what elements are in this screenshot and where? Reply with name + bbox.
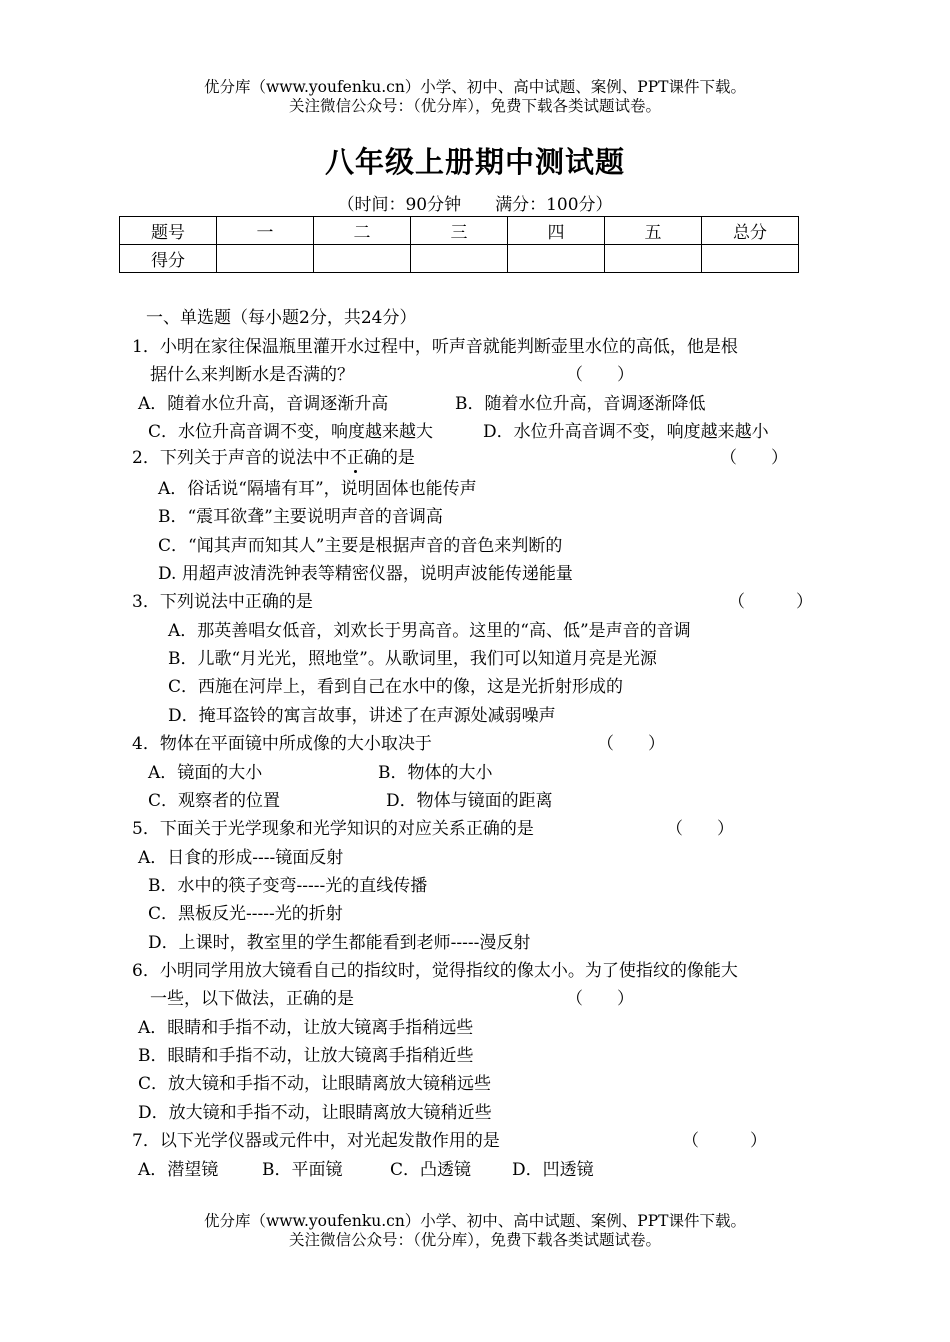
option-a: A．眼睛和手指不动，让放大镜离手指稍远些: [138, 1018, 474, 1038]
option-c: C．放大镜和手指不动，让眼睛离放大镜稍远些: [138, 1074, 492, 1094]
option-d: D. 用超声波清洗钟表等精密仪器，说明声波能传递能量: [158, 564, 573, 584]
option-a: A．日食的形成----镜面反射: [138, 848, 344, 868]
exam-subtitle: （时间：90分钟 满分：100分）: [337, 195, 613, 215]
option-b: B．眼睛和手指不动，让放大镜离手指稍近些: [138, 1046, 474, 1066]
question-3-stem: 3．下列说法中正确的是: [132, 592, 313, 612]
score-table-cell: 四: [508, 217, 605, 245]
option-d: D．上课时，教室里的学生都能看到老师-----漫反射: [148, 933, 531, 953]
question-6-stem-cont: 一些，以下做法，正确的是: [150, 989, 354, 1009]
option-a: A．俗话说“隔墙有耳”，说明固体也能传声: [158, 479, 477, 499]
question-1-stem: 1．小明在家往保温瓶里灌开水过程中，听声音就能判断壶里水位的高低，他是根: [132, 337, 738, 357]
option-a: A．镜面的大小: [148, 763, 263, 783]
score-input-cell[interactable]: [411, 245, 508, 273]
page-footer-line-1: 优分库（www.youfenku.cn）小学、初中、高中试题、案例、PPT课件下载。: [203, 1212, 747, 1230]
option-b: B．水中的筷子变弯-----光的直线传播: [148, 876, 428, 896]
score-input-cell[interactable]: [605, 245, 702, 273]
answer-paren: （ ）: [566, 365, 634, 385]
option-b: B．平面镜: [262, 1160, 343, 1180]
score-input-cell[interactable]: [702, 245, 799, 273]
question-2-stem-pre: 2．下列关于声音的说法中: [132, 448, 330, 468]
question-2-emphasis: 不正确: [329, 448, 381, 468]
question-5-stem: 5．下面关于光学现象和光学知识的对应关系正确的是: [132, 819, 534, 839]
option-b: B．儿歌“月光光，照地堂”。从歌词里，我们可以知道月亮是光源: [168, 649, 657, 669]
score-table-cell: 题号: [120, 217, 217, 245]
option-d: D．物体与镜面的距离: [386, 791, 553, 811]
option-a: A．随着水位升高，音调逐渐升高: [138, 394, 389, 414]
option-b: B．物体的大小: [378, 763, 493, 783]
option-c: C．“闻其声而知其人”主要是根据声音的音色来判断的: [158, 536, 563, 556]
answer-paren: （ ）: [566, 989, 634, 1009]
score-input-cell[interactable]: [217, 245, 314, 273]
option-b: B．“震耳欲聋”主要说明声音的音调高: [158, 507, 443, 527]
page-header-line-1: 优分库（www.youfenku.cn）小学、初中、高中试题、案例、PPT课件下载。: [203, 78, 747, 96]
option-d: D．放大镜和手指不动，让眼睛离放大镜稍近些: [138, 1103, 492, 1123]
page-footer-line-2: 关注微信公众号：（优分库），免费下载各类试题试卷。: [288, 1231, 661, 1249]
option-d: D．掩耳盗铃的寓言故事，讲述了在声源处减弱噪声: [168, 706, 556, 726]
page-header-line-2: 关注微信公众号：（优分库），免费下载各类试题试卷。: [288, 97, 661, 115]
option-d: D．水位升高音调不变，响度越来越小: [483, 422, 769, 442]
question-6-stem: 6．小明同学用放大镜看自己的指纹时，觉得指纹的像太小。为了使指纹的像能大: [132, 961, 738, 981]
option-d: D．凹透镜: [512, 1160, 594, 1180]
score-table-cell: 总分: [702, 217, 799, 245]
score-table-cell: 一: [217, 217, 314, 245]
score-table-header-row: [120, 217, 799, 245]
option-c: C．西施在河岸上，看到自己在水中的像，这是光折射形成的: [168, 677, 624, 697]
score-table-cell: 得分: [120, 245, 217, 273]
option-a: A．那英善唱女低音，刘欢长于男高音。这里的“高、低”是声音的音调: [168, 621, 691, 641]
score-table: [119, 216, 799, 273]
score-table-cell: 五: [605, 217, 702, 245]
option-c: C．黑板反光-----光的折射: [148, 904, 343, 924]
score-table-cell: 三: [411, 217, 508, 245]
question-1-stem-cont: 据什么来判断水是否满的？: [150, 365, 354, 385]
score-input-cell[interactable]: [508, 245, 605, 273]
section-heading: 一、单选题（每小题2分，共24分）: [146, 308, 417, 328]
option-c: C．水位升高音调不变，响度越来越大: [148, 422, 434, 442]
answer-paren: （ ）: [597, 734, 665, 754]
answer-paren: （ ）: [666, 819, 734, 839]
option-c: C．观察者的位置: [148, 791, 281, 811]
answer-paren: （ ）: [682, 1131, 767, 1151]
score-input-cell[interactable]: [314, 245, 411, 273]
score-table-score-row: [120, 245, 799, 273]
option-a: A．潜望镜: [138, 1160, 219, 1180]
score-table-cell: 二: [314, 217, 411, 245]
question-4-stem: 4．物体在平面镜中所成像的大小取决于: [132, 734, 432, 754]
option-c: C．凸透镜: [390, 1160, 472, 1180]
exam-title: 八年级上册期中测试题: [324, 145, 625, 179]
question-2-stem-post: 的是: [380, 448, 415, 468]
question-2-stem: [132, 447, 415, 469]
question-7-stem: 7．以下光学仪器或元件中，对光起发散作用的是: [132, 1131, 500, 1151]
option-b: B．随着水位升高，音调逐渐降低: [455, 394, 706, 414]
answer-paren: （ ）: [728, 592, 813, 612]
answer-paren: （ ）: [720, 448, 788, 468]
